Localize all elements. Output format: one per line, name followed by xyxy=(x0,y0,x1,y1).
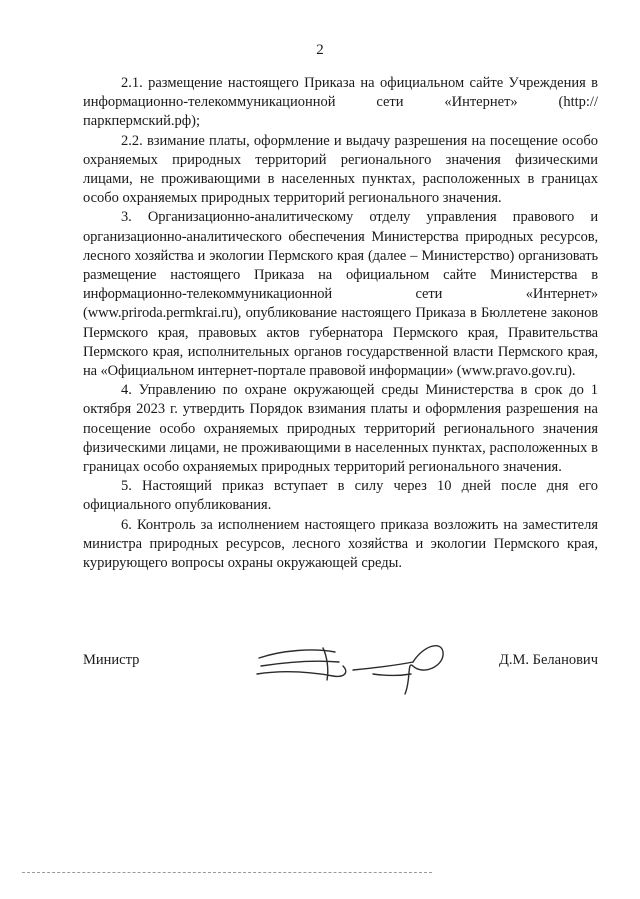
signature-block xyxy=(83,640,598,700)
signer-title: Министр xyxy=(83,652,140,668)
footer-divider xyxy=(22,872,432,873)
paragraph-4: 4. Управлению по охране окружающей среды Министерства в срок до 1 октября 2023 г. утвердить Порядок взимания платы и оформления разрешения на посещение особо охраняемых природных территорий регионального значения физическими лицами, не проживающими в населенных пунктах, расположенных в границах особо охраняемых природных территорий регионального значения. xyxy=(83,382,598,476)
paragraph-3: 3. Организационно-аналитическому отделу управления правового и организационно-аналитического обеспечения Министерства природных ресурсов, лесного хозяйства и экологии Пермского края (далее – Министерство) организовать размещение настоящего Приказа на официальном сайте Министерства в информационно-телекоммуникационной сети «Интернет» (www.priroda.permkrai.ru), опубликование настоящего Приказа в Бюллетене законов Пермского края, правовых актов губернатора Пермского края, Правительства Пермского края, исполнительных органов государственной власти Пермского края, на «Официальном интернет-портале правовой информации» (www.pravo.gov.ru). xyxy=(83,209,598,380)
page-number: 2 xyxy=(316,42,324,58)
document-body xyxy=(83,74,598,573)
paragraph-2-1: 2.1. размещение настоящего Приказа на официальном сайте Учреждения в информационно-телекоммуникационной сети «Интернет» (http://паркпермский.рф); xyxy=(83,75,598,130)
handwritten-signature-icon xyxy=(253,636,453,700)
signer-name: Д.М. Беланович xyxy=(498,652,598,668)
paragraph-5: 5. Настоящий приказ вступает в силу через 10 дней после дня его официального опубликования. xyxy=(83,478,598,514)
paragraph-2-2: 2.2. взимание платы, оформление и выдачу разрешения на посещение особо охраняемых природных территорий регионального значения физическими лицами, не проживающими в населенных пунктах, расположенных в границах особо охраняемых природных территорий регионального значения. xyxy=(83,132,598,207)
paragraph-6: 6. Контроль за исполнением настоящего приказа возложить на заместителя министра природных ресурсов, лесного хозяйства и экологии Пермского края, курирующего вопросы охраны окружающей среды. xyxy=(83,516,598,572)
